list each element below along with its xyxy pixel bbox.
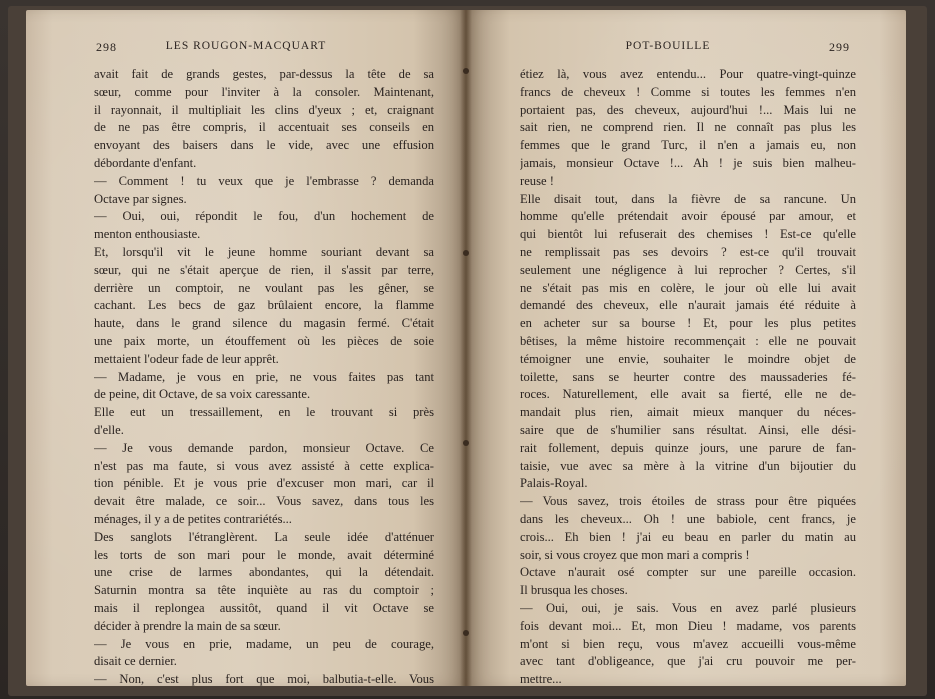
text-line: de peine, dit Octave, de sa voix caressante.: [94, 387, 311, 402]
text-line: Octave par signes.: [94, 191, 187, 206]
text-line: portaient pas, des cheveux, aujourd'hui !... Mais lui ne: [520, 102, 856, 117]
text-line: crois... Eh bien ! j'ai eu beau en parler du matin au: [520, 529, 856, 544]
text-line: — Comment ! tu veux que je l'embrasse ? demanda: [94, 173, 434, 188]
text-line: d'elle.: [94, 422, 124, 437]
text-line: il rayonnait, il multipliait les clins d'yeux ; et, craignant: [94, 102, 434, 117]
text-line: — Oui, oui, répondit le fou, d'un hochement de: [94, 209, 434, 224]
text-line: homme qu'elle prétendait avoir épousé par amour, et: [520, 209, 856, 224]
text-line: témoigner une envie, souhaiter le moindre objet de: [520, 351, 856, 366]
text-line: mettaient l'odeur fade de leur apprêt.: [94, 351, 279, 366]
text-line: sait rien, ne comprend rien. Il ne connaît pas plus les: [520, 120, 856, 135]
text-line: décider à prendre la main de sa sœur.: [94, 618, 281, 633]
text-line: tion pénible. Et je vous prie d'excuser mon mari, car il: [94, 476, 434, 491]
text-line: — Madame, je vous en prie, ne vous faites pas tant: [94, 369, 434, 384]
text-line: Octave n'aurait osé compter sur une pareille occasion.: [520, 565, 856, 580]
binding-stitch: [463, 250, 469, 256]
binding-stitch: [463, 68, 469, 74]
left-page-number: 298: [96, 40, 117, 54]
binding-stitch: [463, 630, 469, 636]
text-line: taisie, vue avec sa mère à la vitrine d'un bijoutier du: [520, 458, 856, 473]
text-line: soir, si vous croyez que mon mari a compris !: [520, 547, 750, 562]
binding-stitch: [463, 440, 469, 446]
text-line: sœur, comme pour l'inviter à la consoler. Maintenant,: [94, 84, 434, 99]
right-page: [466, 10, 906, 686]
text-line: de ne pas être compris, il accentuait ses conseils en: [94, 120, 434, 135]
text-line: — Je vous demande pardon, monsieur Octave. Ce: [94, 440, 434, 455]
text-line: avait fait de grands gestes, par-dessus la tête de sa: [94, 67, 434, 81]
left-page-body: [94, 66, 434, 686]
text-line: bêtises, la même histoire recommençait : elle ne pouvait: [520, 333, 856, 348]
right-page-body: [520, 66, 856, 686]
text-line: une crise de larmes abondantes, qui la détendait.: [94, 565, 434, 580]
text-line: étiez là, vous avez entendu... Pour quatre-vingt-quinze: [520, 67, 856, 81]
text-line: dans les cheveux... Oh ! une babiole, cent francs, je: [520, 511, 856, 526]
text-line: Elle disait tout, dans la fièvre de sa rancune. Un: [520, 191, 856, 206]
text-line: une paix morte, un étouffement où les pièces de soie: [94, 333, 434, 348]
text-line: sœur, qui ne s'était aperçue de rien, il s'assit par terre,: [94, 262, 434, 277]
text-line: qui bientôt lui refuserait des chemises ! Est-ce qu'elle: [520, 227, 856, 242]
right-page-header: [466, 40, 906, 54]
right-running-head: POT-BOUILLE: [625, 40, 711, 52]
text-line: Elle eut un tressaillement, en le trouvant si près: [94, 405, 434, 420]
text-line: m'ont si bien reçu, vous m'avez accueilli vous-même: [520, 636, 856, 651]
left-page: [26, 10, 466, 686]
text-line: mettre...: [520, 672, 562, 686]
text-line: femmes que le grand Turc, il n'en a jamais eu, non: [520, 138, 856, 153]
text-line: haute, dans le grand silence du magasin fermé. C'était: [94, 316, 434, 331]
text-line: saire que de s'humilier sans résultat. Ainsi, elle dési-: [520, 422, 856, 437]
text-line: ménages, il y a de petites contrariétés...: [94, 511, 292, 526]
text-line: Palais-Royal.: [520, 476, 588, 491]
text-line: devait être malade, ce soir... Vous savez, dans tous les: [94, 494, 434, 509]
text-line: cachant. Les becs de gaz brûlaient encore, la flamme: [94, 298, 434, 313]
left-running-head: LES ROUGON-MACQUART: [165, 40, 327, 52]
text-line: francs de cheveux ! Comme si toutes les femmes n'en: [520, 84, 856, 99]
text-line: avec tant d'obligeance, que j'ai cru pouvoir me per-: [520, 654, 856, 669]
text-line: Et, lorsqu'il vit le jeune homme souriant devant sa: [94, 244, 434, 259]
text-line: rait follement, depuis quinze jours, une parure de fan-: [520, 440, 856, 455]
text-line: n'est pas ma faute, si vous avez assisté à cette explica-: [94, 458, 434, 473]
book-gutter: [460, 10, 472, 686]
text-line: reuse !: [520, 173, 554, 188]
text-line: menton enthousiaste.: [94, 227, 201, 242]
text-line: — Oui, oui, je sais. Vous en avez parlé plusieurs: [520, 600, 856, 615]
text-line: mais il replongea aussitôt, quand il vit Octave se: [94, 600, 434, 615]
text-line: demandé des cheveux, elle n'aurait jamais été réduite à: [520, 298, 856, 313]
text-line: — Vous savez, trois étoiles de strass pour être piquées: [520, 494, 856, 509]
text-line: jamais, monsieur Octave !... Ah ! je suis bien malheu-: [520, 155, 856, 170]
text-line: Il brusqua les choses.: [520, 583, 628, 598]
text-line: fois devant moi... Et, mon Dieu ! madame, vos parents: [520, 618, 856, 633]
text-line: derrière un comptoir, ne voulant pas les gêner, se: [94, 280, 434, 295]
text-line: disait ce dernier.: [94, 654, 177, 669]
text-line: les torts de son mari pour le monde, avait déterminé: [94, 547, 434, 562]
text-line: débordante d'enfant.: [94, 155, 197, 170]
text-line: — Je vous en prie, madame, un peu de courage,: [94, 636, 434, 651]
text-line: en acheter sur sa bourse ! Et, pour les plus petites: [520, 316, 856, 331]
text-line: envoyant des baisers dans le vide, avec une effusion: [94, 138, 434, 153]
right-page-number: 299: [829, 40, 850, 54]
text-line: Des sanglots l'étranglèrent. La seule idée d'atténuer: [94, 529, 434, 544]
text-line: ne remplissait pas ses devoirs ? est-ce qu'il trouvait: [520, 244, 856, 259]
text-line: mandait plus rien, aimait mieux manquer du néces-: [520, 405, 856, 420]
text-line: ne s'était pas mis en colère, le jour où elle lui avait: [520, 280, 856, 295]
left-page-header: [26, 40, 466, 54]
text-line: Saturnin montra sa tête inquiète au ras du comptoir ;: [94, 583, 434, 598]
text-line: toilette, sans se heurter contre des maussaderies fé-: [520, 369, 856, 384]
text-line: seulement une négligence à lui reprocher ? Certes, s'il: [520, 262, 856, 277]
text-line: roces. Naturellement, elle avait sa fierté, elle ne de-: [520, 387, 856, 402]
text-line: — Non, c'est plus fort que moi, balbutia-t-elle. Vous: [94, 672, 434, 686]
